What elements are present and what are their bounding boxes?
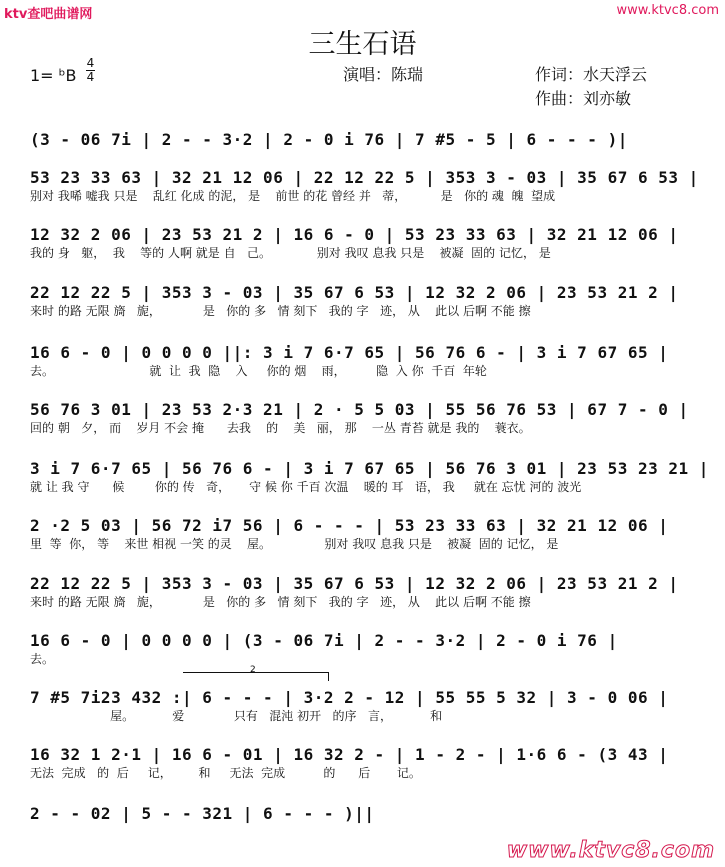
lyrics-line: 来时 的路 无限 旖 旎， 是 你的 多 情 刻下 我的 字 迹， 从 此以 后啊 不能 擦 — [30, 304, 531, 318]
lyrics-line: 无法 完成 的 后 记， 和 无法 完成 的 后 记。 — [30, 766, 421, 780]
notes-line: 22 12 22 5 | 353 3 - 03 | 35 67 6 53 | 12 32 2 06 | 23 53 21 2 | — [30, 574, 679, 593]
watermark-bottom: www.ktvc8.com — [506, 838, 715, 863]
lyricist-credit: 作词：水天浮云 — [535, 65, 648, 84]
score-row — [30, 804, 690, 823]
score-row — [30, 168, 699, 204]
lyrics-line: 里 等 你， 等 来世 相视 一笑 的灵 屋。 别对 我叹 息我 只是 被凝 固的 记忆， 是 — [30, 537, 559, 551]
score-row — [30, 688, 690, 724]
notes-line: 16 6 - 0 | 0 0 0 0 ||: 3 i 7 6·7 65 | 56 76 6 - | 3 i 7 67 65 | — [30, 343, 669, 362]
lyrics-line: 我的 身 躯， 我 等的 人啊 就是 自 己。 别对 我叹 息我 只是 被凝 固的 记忆， 是 — [30, 246, 551, 260]
score-row — [30, 225, 690, 261]
score-row — [30, 574, 690, 610]
lyrics-line: 来时 的路 无限 旖 旎， 是 你的 多 情 刻下 我的 字 迹， 从 此以 后啊 不能 擦 — [30, 595, 531, 609]
score-row — [30, 283, 690, 319]
lyrics-line: 回的 朝 夕， 而 岁月 不会 掩 去我 的 美 丽， 那 一丛 青苔 就是 我的 蓑衣。 — [30, 421, 531, 435]
notes-line: 22 12 22 5 | 353 3 - 03 | 35 67 6 53 | 12 32 2 06 | 23 53 21 2 | — [30, 283, 679, 302]
score-row — [30, 343, 690, 379]
score-row — [30, 459, 709, 495]
lyrics-line: 就 让 我 守 候 你的 传 奇， 守 候 你 千百 次温 暖的 耳 语， 我 就在 忘忧 河的 波光 — [30, 480, 582, 494]
notes-line: 53 23 33 63 | 32 21 12 06 | 22 12 22 5 | 353 3 - 03 | 35 67 6 53 | — [30, 168, 699, 187]
watermark-right: www.ktvc8.com — [616, 3, 719, 18]
score-row — [30, 745, 690, 781]
volta-label: 2 — [250, 665, 256, 675]
key-signature: 1= ᵇB — [30, 66, 77, 85]
lyrics-line: 去。 就 让 我 隐 入 你的 烟 雨， 隐 入 你 千百 年轮 — [30, 364, 487, 378]
notes-line: (3 - 06 7i | 2 - - 3·2 | 2 - 0 i 76 | 7 #5 - 5 | 6 - - - )| — [30, 130, 628, 149]
notes-line: 7 #5 7i23 432 :| 6 - - - | 3·2 2 - 12 | 55 55 5 32 | 3 - 0 06 | — [30, 688, 669, 707]
time-top: 4 — [86, 56, 95, 70]
notes-line: 3 i 7 6·7 65 | 56 76 6 - | 3 i 7 67 65 | 56 76 3 01 | 23 53 23 21 | — [30, 459, 709, 478]
notes-line: 2 ·2 5 03 | 56 72 i7 56 | 6 - - - | 53 23 33 63 | 32 21 12 06 | — [30, 516, 669, 535]
singer-credit: 演唱：陈瑞 — [343, 65, 424, 84]
watermark-left: ktv查吧曲谱网 — [4, 7, 93, 22]
lyrics-line: 屋。 爱 只有 混沌 初开 的序 言， 和 — [30, 709, 443, 723]
notes-line: 56 76 3 01 | 23 53 2·3 21 | 2 · 5 5 03 | 55 56 76 53 | 67 7 - 0 | — [30, 400, 689, 419]
volta-bracket — [183, 672, 329, 681]
lyrics-line: 别对 我唏 嘘我 只是 乱红 化成 的泥， 是 前世 的花 曾经 并 蒂， 是 你的 魂 魄 望成 — [30, 189, 556, 203]
time-bottom: 4 — [86, 70, 95, 84]
notes-line: 12 32 2 06 | 23 53 21 2 | 16 6 - 0 | 53 23 33 63 | 32 21 12 06 | — [30, 225, 679, 244]
score-row — [30, 400, 690, 436]
score-row — [30, 130, 690, 149]
lyrics-line: 去。 — [30, 652, 55, 666]
notes-line: 16 32 1 2·1 | 16 6 - 01 | 16 32 2 - | 1 - 2 - | 1·6 6 - (3 43 | — [30, 745, 669, 764]
notes-line: 16 6 - 0 | 0 0 0 0 | (3 - 06 7i | 2 - - 3·2 | 2 - 0 i 76 | — [30, 631, 618, 650]
score-row — [30, 516, 690, 552]
notes-line: 2 - - 02 | 5 - - 321 | 6 - - - )|| — [30, 804, 375, 823]
song-title: 三生石语 — [308, 29, 417, 60]
time-signature — [86, 58, 95, 83]
score-row — [30, 631, 690, 667]
composer-credit: 作曲：刘亦敏 — [535, 89, 632, 108]
